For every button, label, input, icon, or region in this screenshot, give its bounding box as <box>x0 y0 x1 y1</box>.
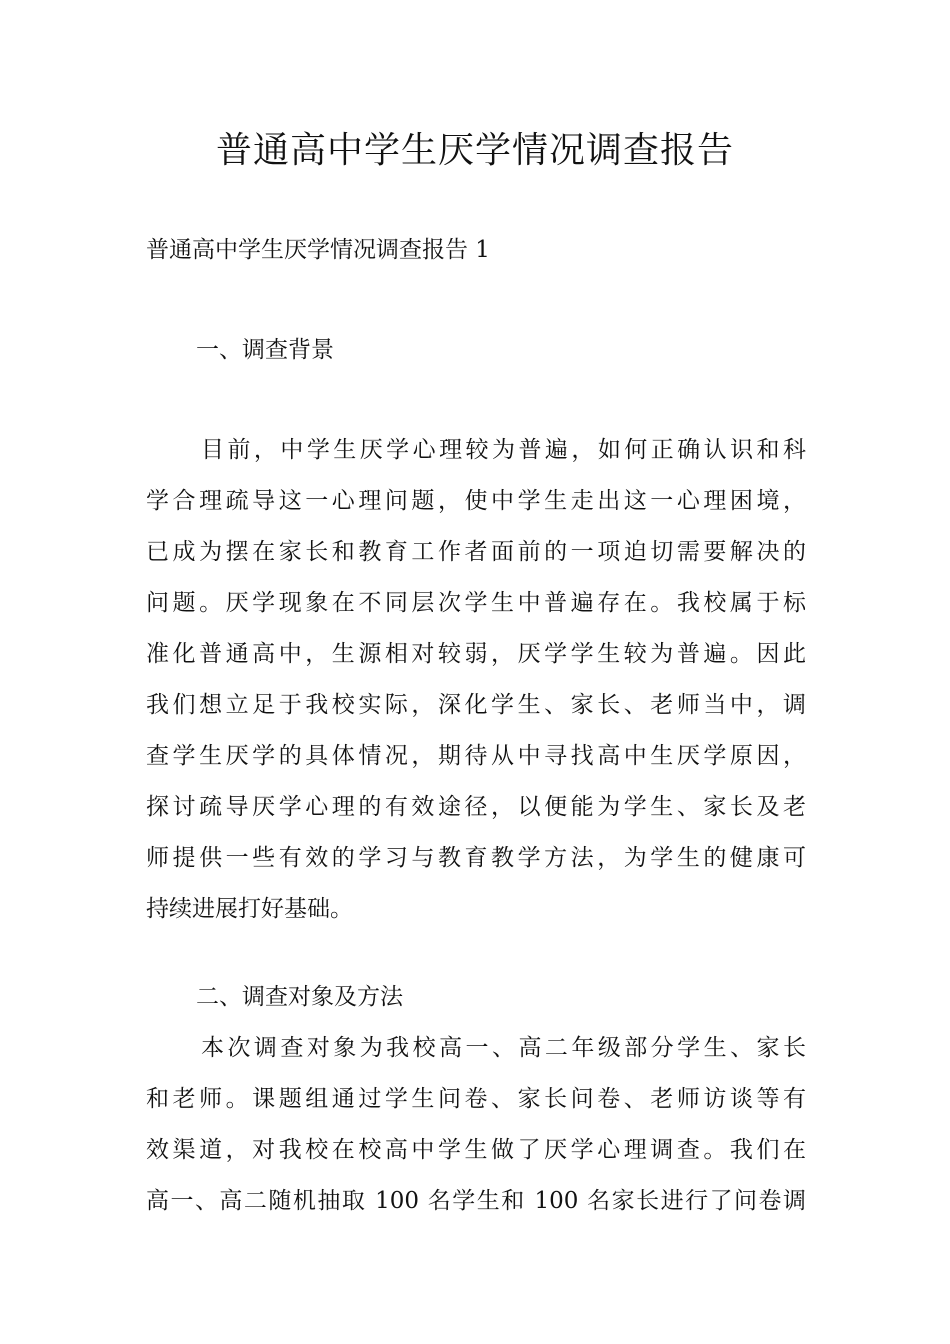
paragraph-line: 和老师。课题组通过学生问卷、家长问卷、老师访谈等有 <box>146 1086 806 1112</box>
paragraph-line: 准化普通高中，生源相对较弱，厌学学生较为普遍。因此 <box>146 641 806 667</box>
paragraph-line: 高一、高二随机抽取 100 名学生和 100 名家长进行了问卷调 <box>146 1188 806 1214</box>
section-paragraph-subjects-methods <box>146 1030 806 1234</box>
paragraph-line: 学合理疏导这一心理问题，使中学生走出这一心理困境， <box>146 488 806 514</box>
paragraph-line: 目前，中学生厌学心理较为普遍，如何正确认识和科 <box>201 437 806 463</box>
section-heading-subjects-methods: 二、调查对象及方法 <box>196 984 403 1010</box>
paragraph-line: 持续进展打好基础。 <box>146 896 353 922</box>
paragraph-line: 效渠道，对我校在校高中学生做了厌学心理调查。我们在 <box>146 1137 806 1163</box>
section-heading-background: 一、调查背景 <box>196 337 334 363</box>
section-paragraph-background <box>146 432 806 942</box>
paragraph-line: 查学生厌学的具体情况，期待从中寻找高中生厌学原因， <box>146 743 806 769</box>
paragraph-line: 探讨疏导厌学心理的有效途径，以便能为学生、家长及老 <box>146 794 806 820</box>
paragraph-line: 已成为摆在家长和教育工作者面前的一项迫切需要解决的 <box>146 539 806 565</box>
paragraph-line: 问题。厌学现象在不同层次学生中普遍存在。我校属于标 <box>146 590 806 616</box>
paragraph-line: 我们想立足于我校实际，深化学生、家长、老师当中，调 <box>146 692 806 718</box>
paragraph-line: 本次调查对象为我校高一、高二年级部分学生、家长 <box>201 1035 806 1061</box>
document-subtitle: 普通高中学生厌学情况调查报告 1 <box>146 237 490 263</box>
paragraph-line: 师提供一些有效的学习与教育教学方法，为学生的健康可 <box>146 845 806 871</box>
document-title: 普通高中学生厌学情况调查报告 <box>215 130 734 171</box>
